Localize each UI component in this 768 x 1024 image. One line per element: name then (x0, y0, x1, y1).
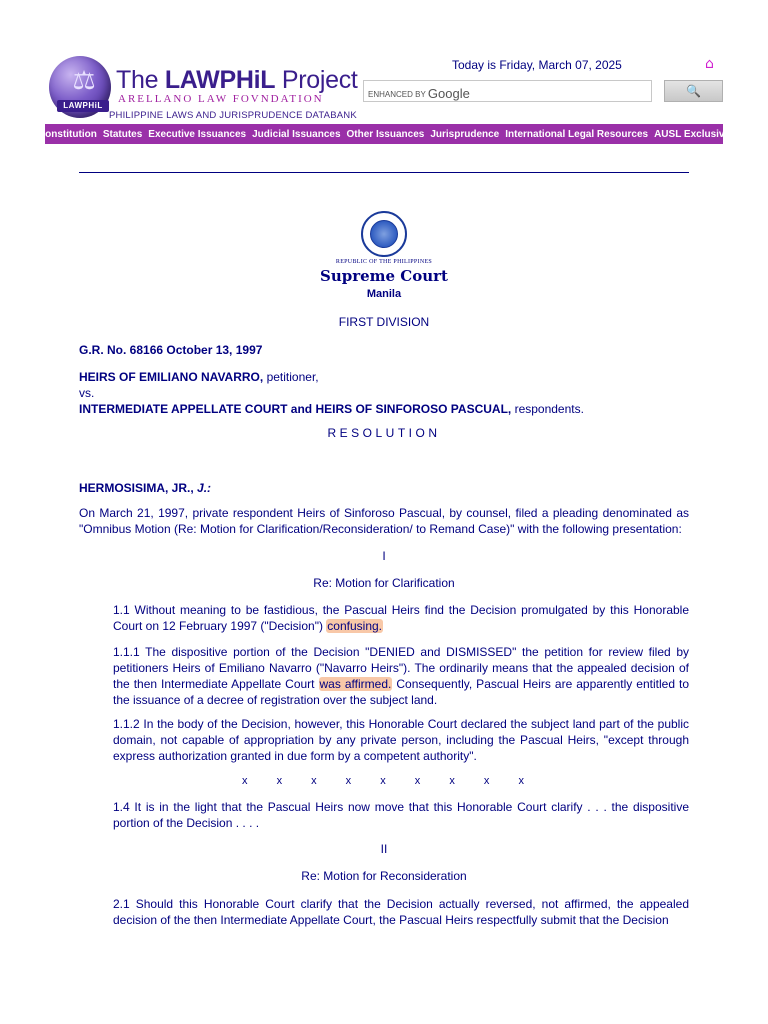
ponente-name: HERMOSISIMA, JR., (79, 481, 198, 495)
nav-item-ausl-exclusive[interactable]: AUSL Exclusive (654, 128, 731, 140)
quote-text: 1.1 Without meaning to be fastidious, the Pascual Heirs find the Decision promulgated by this Honorable Court on 12 February 1997 ("Decision") (113, 603, 689, 633)
nav-item-executive-issuances[interactable]: Executive Issuances (148, 128, 247, 140)
nav-item-statutes[interactable]: Statutes (102, 128, 143, 140)
nav-item-constitution[interactable]: Constitution (37, 128, 97, 140)
petitioner-role: petitioner, (263, 370, 319, 384)
foundation-name: ARELLANO LAW FOVNDATION (118, 93, 324, 105)
title-brand: LAWPHiL (164, 66, 276, 94)
supreme-court-seal (361, 211, 407, 257)
court-city: Manila (366, 288, 402, 300)
search-input[interactable] (454, 82, 648, 102)
section-number-2: II (380, 842, 388, 856)
section-title-1: Re: Motion for Clarification (313, 576, 455, 590)
title-suffix: Project (275, 66, 358, 94)
petitioner-name: HEIRS OF EMILIANO NAVARRO, (79, 370, 264, 384)
google-logo: Google (427, 86, 470, 101)
site-tagline: PHILIPPINE LAWS AND JURISPRUDENCE DATABANK (109, 110, 357, 121)
search-box[interactable] (363, 80, 652, 102)
quote-text: 1.1.1 The dispositive portion of the Decision "DENIED and DISMISSED" the petition for review filed by petitioners Heirs of Emiliano Navarro ("Navarro Heirs"). The ordinarily means that the appealed decision of the then Intermediate Appellate Court (113, 645, 689, 691)
highlight: was affirmed. (319, 677, 392, 691)
quote-2-1: 2.1 Should this Honorable Court clarify that the Decision actually reversed, not affirmed, the appealed decision of the then Intermediate Appellate Court, the Pascual Heirs respectfully submit that the Decision (113, 897, 689, 927)
scales-icon: ⚖ (72, 66, 96, 96)
site-title[interactable] (116, 66, 358, 95)
logo-badge: LAWPHiL (57, 100, 109, 112)
quote-1-1-1 (113, 644, 689, 708)
quote-1-4: 1.4 It is in the light that the Pascual Heirs now move that this Honorable Court clarify . . . the dispositive portion of the Decision . . . . (113, 800, 689, 830)
quote-1-1-2: 1.1.2 In the body of the Decision, however, this Honorable Court declared the subject land part of the public domain, not capable of appropriation by any private person, including the Pascual Heirs, "except through express authorization granted in due form by a competent authority". (113, 717, 689, 763)
ponente (79, 480, 211, 496)
search-icon: 🔍 (686, 84, 701, 98)
division-label: FIRST DIVISION (338, 315, 430, 329)
case-parties (79, 369, 689, 417)
nav-item-jurisprudence[interactable]: Jurisprudence (430, 128, 500, 140)
ellipsis-separator: x x x x x x x x x (242, 775, 526, 787)
respondent-role: respondents. (511, 402, 584, 416)
resolution-heading: RESOLUTION (327, 426, 441, 440)
quote-1-1 (113, 602, 689, 634)
case-number: G.R. No. 68166 October 13, 1997 (79, 343, 263, 357)
section-number-1: I (382, 549, 386, 563)
home-icon[interactable]: ⌂ (705, 56, 714, 72)
versus-label: vs. (79, 386, 95, 400)
republic-label: REPUBLIC OF THE PHILIPPINES (335, 259, 433, 265)
search-brand-prefix: ENHANCED BY (368, 90, 426, 99)
paragraph-intro: On March 21, 1997, private respondent Heirs of Sinforoso Pascual, by counsel, filed a pleading denominated as "Omnibus Motion (Re: Motion for Clarification/Reconsideration/ to Remand Case)" with the following presentation: (79, 506, 689, 536)
nav-item-other-issuances[interactable]: Other Issuances (346, 128, 425, 140)
nav-item-judicial-issuances[interactable]: Judicial Issuances (252, 128, 341, 140)
search-button[interactable] (664, 80, 723, 102)
highlight: confusing. (327, 619, 382, 633)
respondent-name: INTERMEDIATE APPELLATE COURT and HEIRS OF SINFOROSO PASCUAL, (79, 402, 512, 416)
court-name: Supreme Court (320, 267, 448, 285)
quote-text: Consequently, Pascual Heirs are apparently entitled to the issuance of a decree of registration over the subject land. (113, 677, 690, 707)
main-nav (37, 124, 731, 144)
ponente-title: J.: (197, 481, 212, 495)
title-prefix: The (116, 66, 165, 94)
divider (79, 172, 689, 173)
nav-item-international-legal-resources[interactable]: International Legal Resources (505, 128, 649, 140)
section-title-2: Re: Motion for Reconsideration (301, 869, 467, 883)
lawphil-logo[interactable] (49, 56, 111, 118)
seal-emblem (370, 220, 398, 248)
current-date: Today is Friday, March 07, 2025 (452, 58, 622, 72)
